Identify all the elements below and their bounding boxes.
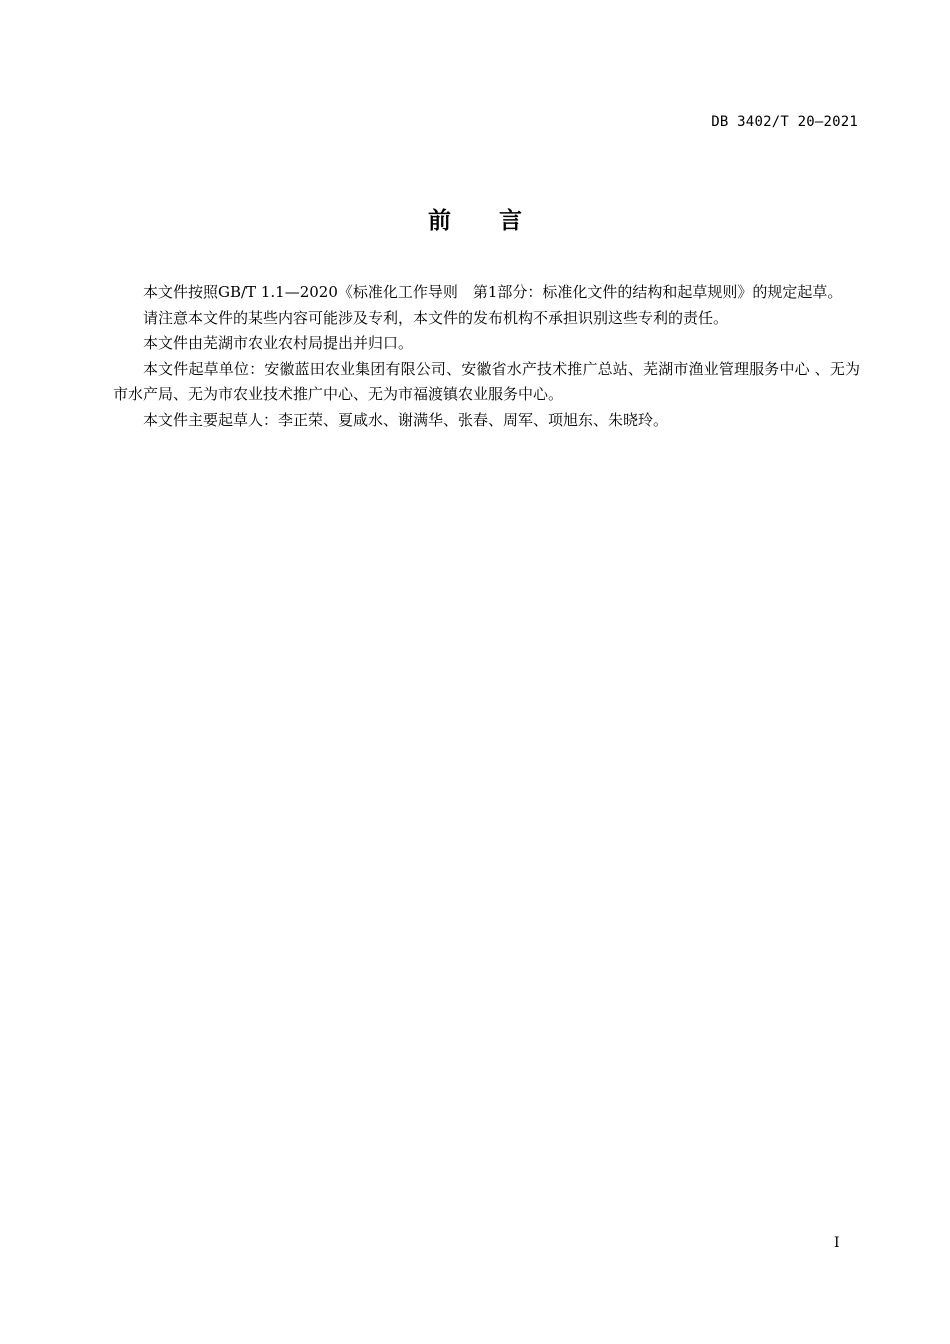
paragraph-drafting-units: 本文件起草单位：安徽蓝田农业集团有限公司、安徽省水产技术推广总站、芜湖市渔业管理服务中心 、无为市水产局、无为市农业技术推广中心、无为市福渡镇农业服务中心。 xyxy=(113,359,860,403)
page-title: 前言 xyxy=(428,208,570,234)
paragraph-drafting-basis: 本文件按照GB/T 1.1—2020《标准化工作导则 第1部分：标准化文件的结构和起草规则》的规定起草。 xyxy=(143,283,843,301)
page-number: I xyxy=(834,1235,840,1251)
paragraph-patent-notice: 请注意本文件的某些内容可能涉及专利，本文件的发布机构不承担识别这些专利的责任。 xyxy=(143,308,729,327)
preface-body xyxy=(113,280,860,433)
standard-code: DB 3402/T 20—2021 xyxy=(711,114,858,130)
paragraph-proposer: 本文件由芜湖市农业农村局提出并归口。 xyxy=(143,334,414,352)
paragraph-drafters: 本文件主要起草人：李正荣、夏咸水、谢满华、张春、周军、项旭东、朱晓玲。 xyxy=(143,410,669,429)
